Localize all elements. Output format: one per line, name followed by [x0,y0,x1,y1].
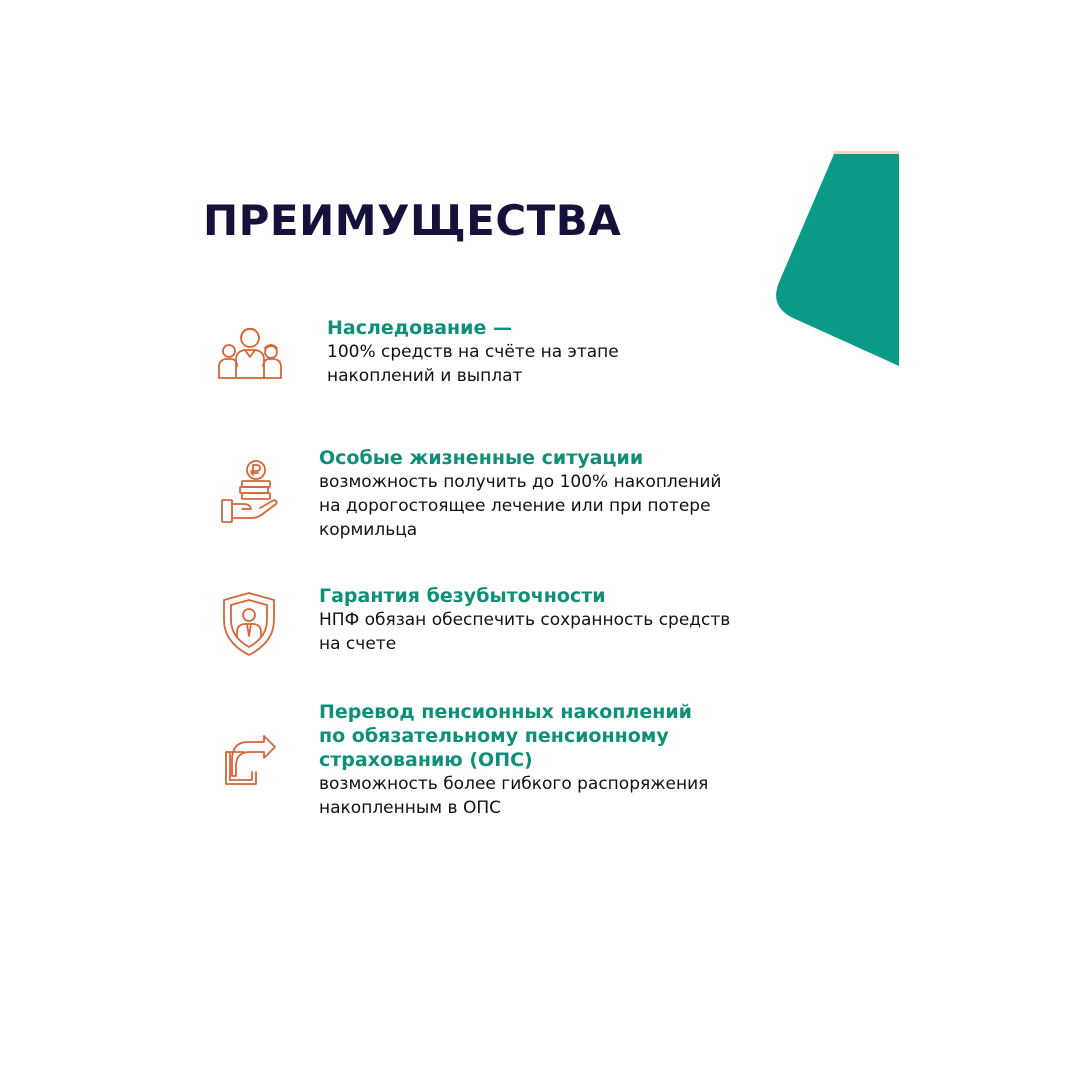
benefit-description [327,340,619,388]
benefit-title [319,446,721,470]
ruble-coins-hand-icon [218,458,280,524]
benefit-desc-line: НПФ обязан обеспечить сохранность средств [319,610,731,630]
benefit-desc-line: накопленным в ОПС [319,798,501,818]
benefit-title [319,584,730,608]
family-icon [216,326,284,380]
benefit-desc-line: на дорогостоящее лечение или при потере [319,496,711,516]
benefit-title [319,700,708,772]
benefit-title-line: страхованию (ОПС) [319,749,533,771]
benefit-title-line: Особые жизненные ситуации [319,447,644,469]
benefit-desc-line: возможность получить до 100% накоплений [319,472,722,492]
benefit-title-line: Гарантия безубыточности [319,585,606,607]
page-title: ПРЕИМУЩЕСТВА [203,196,622,245]
benefit-title [327,316,619,340]
benefit-title-line: Наследование — [327,317,512,339]
benefit-desc-line: возможность более гибкого распоряжения [319,774,709,794]
benefit-desc-line: 100% средств на счёте на этапе [327,342,619,362]
transfer-arrow-icon [222,732,278,786]
benefit-desc-line: на счете [319,634,397,654]
shield-person-icon [219,590,279,658]
benefit-description [319,608,730,656]
benefit-description [319,470,721,542]
benefit-title-line: по обязательному пенсионному [319,725,669,747]
benefit-desc-line: кормильца [319,520,418,540]
benefit-desc-line: накоплений и выплат [327,366,523,386]
benefit-description [319,772,708,820]
benefit-title-line: Перевод пенсионных накоплений [319,701,692,723]
